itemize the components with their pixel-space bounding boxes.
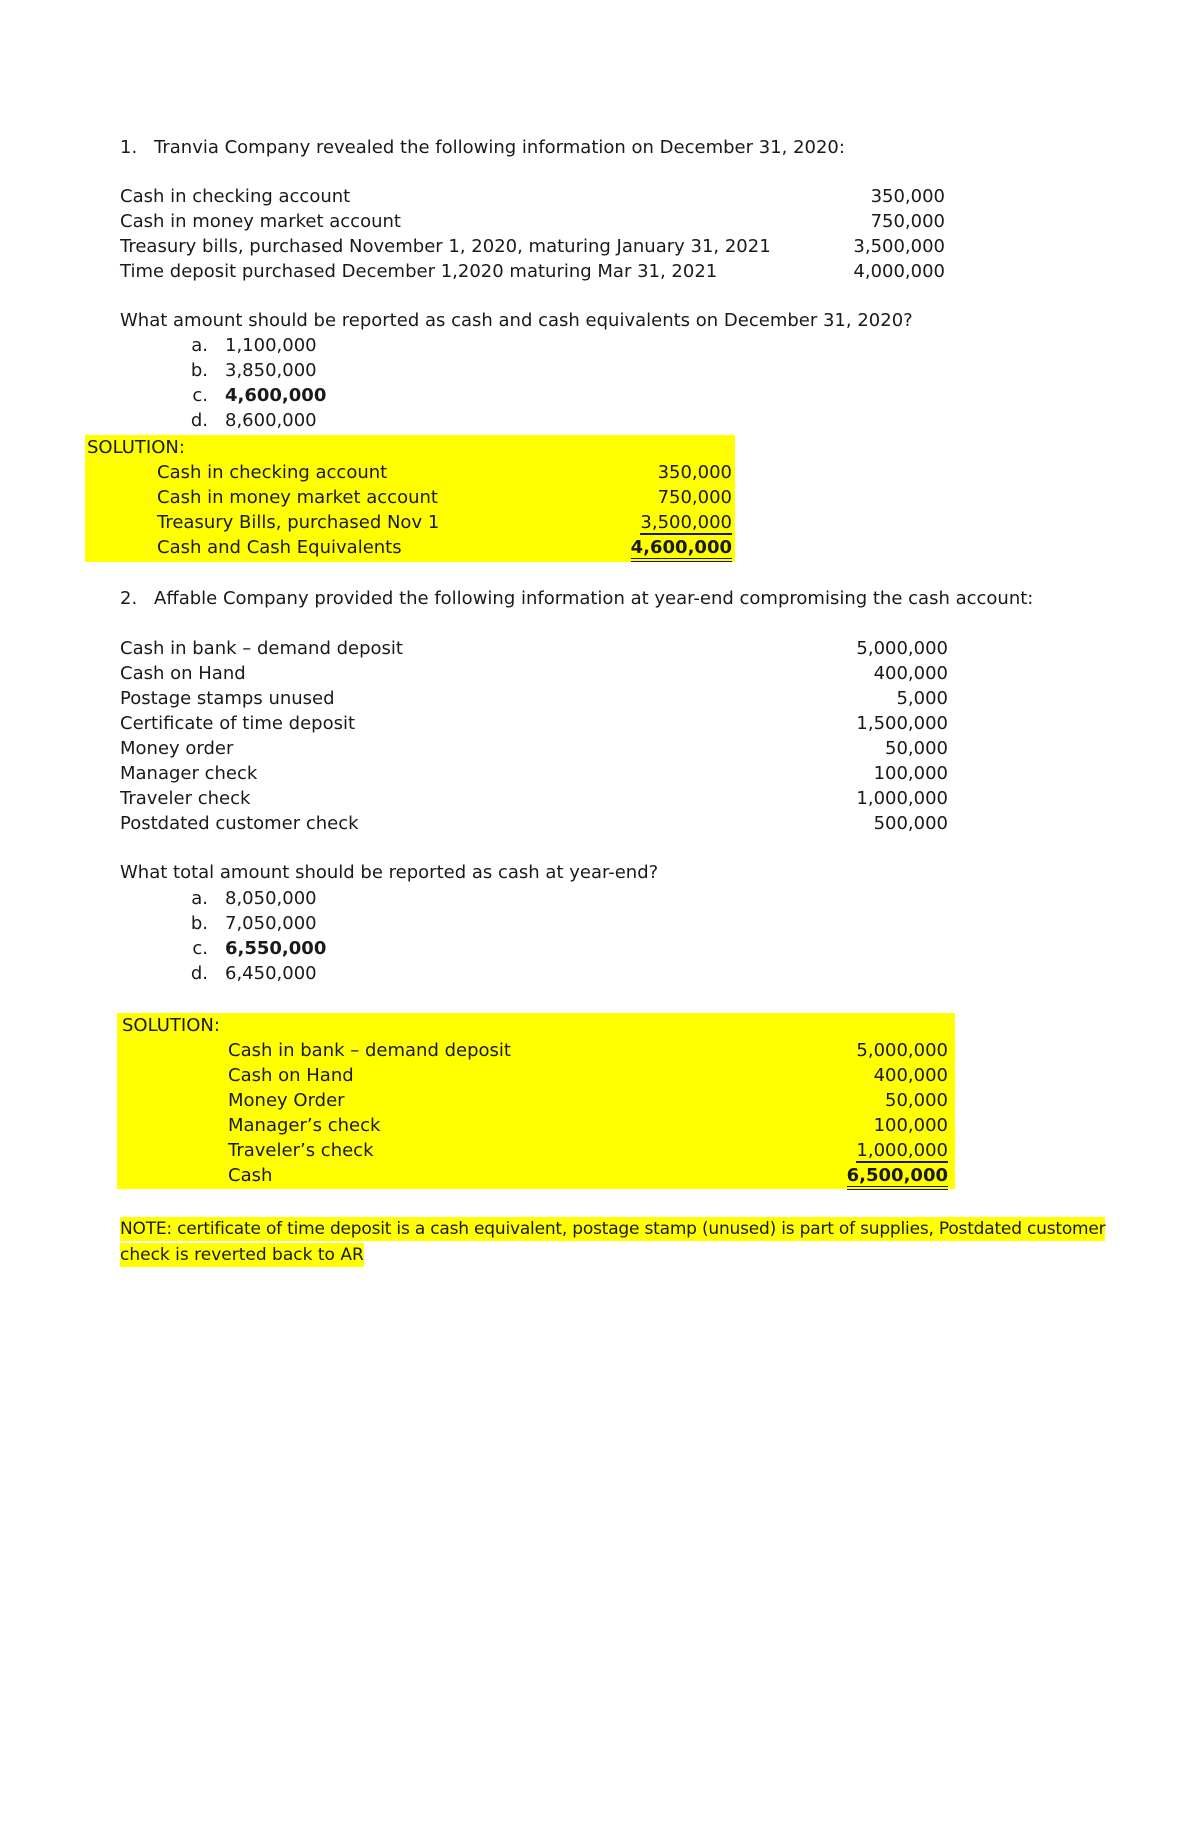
q2-item-label: Cash in bank – demand deposit (120, 638, 403, 659)
q2-choice-letter: d. (190, 963, 208, 984)
q2-solution-label: Cash on Hand (228, 1065, 354, 1086)
q2-prompt: What total amount should be reported as cash at year-end? (120, 862, 659, 883)
q1-solution-label: Cash in money market account (157, 487, 438, 508)
q2-item-label: Certificate of time deposit (120, 713, 356, 734)
q2-choice-letter: c. (192, 938, 208, 959)
q1-number: 1. (120, 137, 138, 158)
q2-item-amount: 50,000 (885, 738, 948, 759)
q2-choice-value: 8,050,000 (225, 888, 317, 909)
q2-solution-heading: SOLUTION: (122, 1015, 220, 1036)
q2-item-label: Traveler check (120, 788, 251, 809)
q2-solution-label: Cash (228, 1165, 273, 1186)
q1-item-label: Time deposit purchased December 1,2020 maturing Mar 31, 2021 (120, 261, 718, 282)
q2-item-amount: 400,000 (873, 663, 948, 684)
q2-solution-amount: 400,000 (873, 1065, 948, 1086)
q2-item-amount: 1,500,000 (856, 713, 948, 734)
q2-item-label: Manager check (120, 763, 258, 784)
q2-item-label: Postdated customer check (120, 813, 359, 834)
q2-item-amount: 5,000,000 (856, 638, 948, 659)
q1-solution-amount: 3,500,000 (640, 512, 732, 533)
q2-choice-value: 6,450,000 (225, 963, 317, 984)
q2-item-label: Money order (120, 738, 234, 759)
q1-solution-total: 4,600,000 (600, 537, 732, 559)
q1-choice-value: 1,100,000 (225, 335, 317, 356)
q2-item-amount: 100,000 (873, 763, 948, 784)
q1-item-label: Cash in checking account (120, 186, 351, 207)
q2-choice-value: 6,550,000 (225, 938, 327, 959)
q2-note-line2: check is reverted back to AR (120, 1245, 364, 1265)
q1-choice-value: 3,850,000 (225, 360, 317, 381)
q1-item-label: Cash in money market account (120, 211, 401, 232)
q2-solution-amount: 50,000 (885, 1090, 948, 1111)
q2-solution-label: Manager’s check (228, 1115, 381, 1136)
q1-choice-letter: a. (191, 335, 208, 356)
q2-solution-amount: 100,000 (873, 1115, 948, 1136)
q2-number: 2. (120, 588, 138, 609)
q1-choice-value: 8,600,000 (225, 410, 317, 431)
q1-item-amount: 750,000 (870, 211, 945, 232)
q2-choice-letter: a. (191, 888, 208, 909)
q1-solution-label: Cash and Cash Equivalents (157, 537, 402, 558)
q2-item-label: Postage stamps unused (120, 688, 335, 709)
q1-item-amount: 3,500,000 (853, 236, 945, 257)
q1-solution-label: Cash in checking account (157, 462, 388, 483)
q1-prompt: What amount should be reported as cash and cash equivalents on December 31, 2020? (120, 310, 913, 331)
q1-solution-label: Treasury Bills, purchased Nov 1 (157, 512, 440, 533)
q2-solution-amount: 5,000,000 (856, 1040, 948, 1061)
q2-item-amount: 1,000,000 (856, 788, 948, 809)
q1-choice-letter: c. (192, 385, 208, 406)
q2-question: Affable Company provided the following information at year-end compromising the cash account: (154, 588, 1034, 609)
q2-choice-letter: b. (190, 913, 208, 934)
q1-solution-amount: 750,000 (657, 487, 732, 508)
q2-solution-label: Traveler’s check (228, 1140, 374, 1161)
q1-item-amount: 4,000,000 (853, 261, 945, 282)
q1-item-label: Treasury bills, purchased November 1, 2020, maturing January 31, 2021 (120, 236, 771, 257)
q2-item-amount: 5,000 (896, 688, 948, 709)
q1-item-amount: 350,000 (870, 186, 945, 207)
q1-solution-amount: 350,000 (657, 462, 732, 483)
q2-solution-label: Cash in bank – demand deposit (228, 1040, 511, 1061)
q2-solution-amount: 1,000,000 (856, 1140, 948, 1161)
q2-choice-value: 7,050,000 (225, 913, 317, 934)
q1-question: Tranvia Company revealed the following information on December 31, 2020: (154, 137, 845, 158)
q1-choice-letter: b. (190, 360, 208, 381)
q1-choice-letter: d. (190, 410, 208, 431)
q1-solution-heading: SOLUTION: (87, 437, 185, 458)
q2-note-line1: NOTE: certificate of time deposit is a cash equivalent, postage stamp (unused) is part of supplies, Postdated customer (120, 1219, 1106, 1239)
q2-item-label: Cash on Hand (120, 663, 246, 684)
q2-solution-label: Money Order (228, 1090, 345, 1111)
q1-choice-value-correct: 4,600,000 (225, 385, 327, 406)
q2-solution-total: 6,500,000 (810, 1165, 948, 1187)
q2-item-amount: 500,000 (873, 813, 948, 834)
